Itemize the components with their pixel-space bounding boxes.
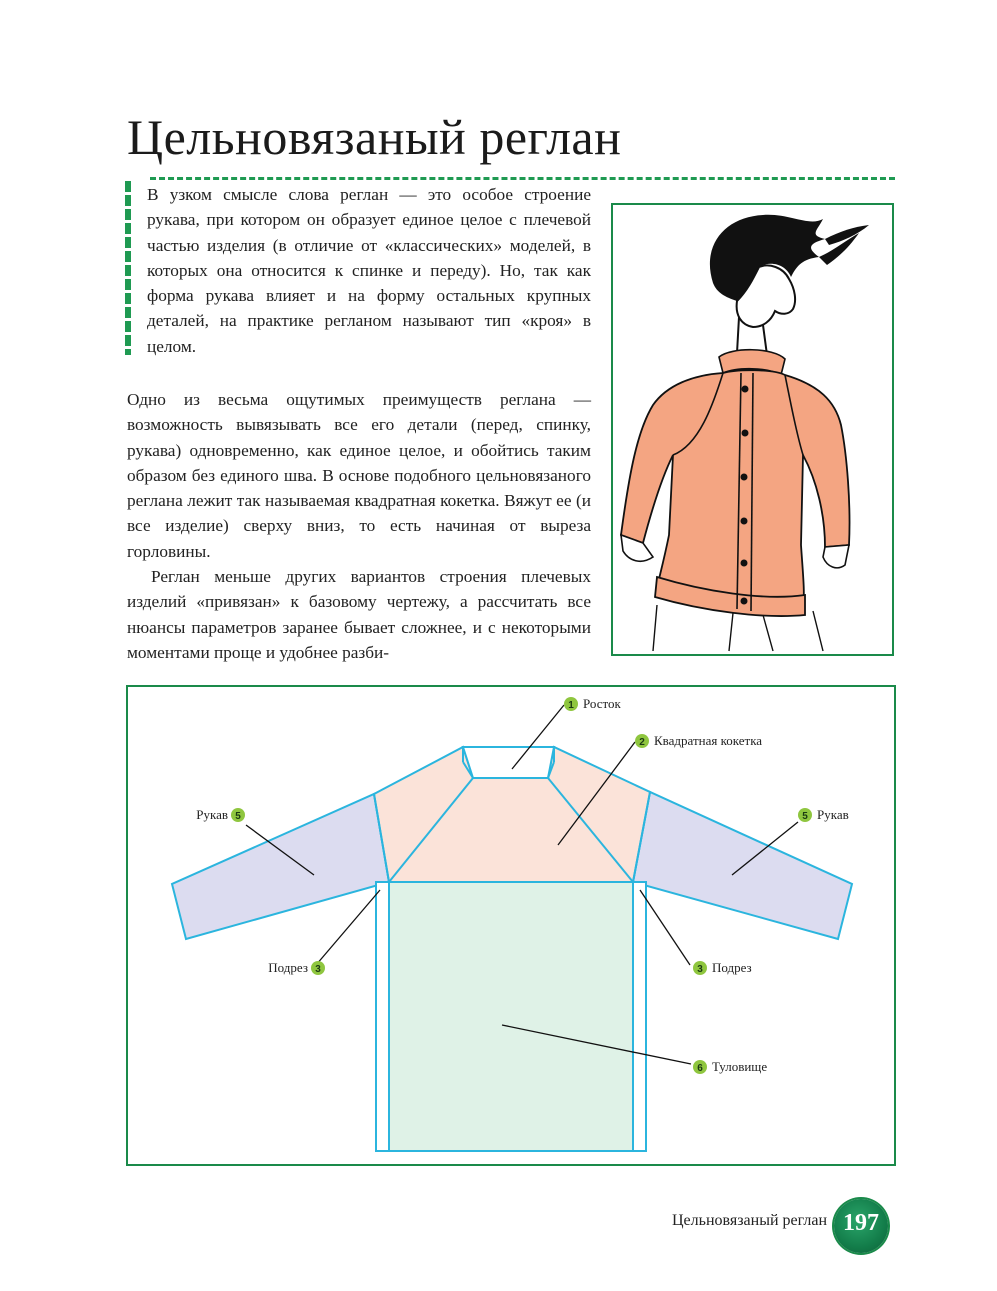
body-paragraph-2: Реглан меньше других вариантов строения плечевых изделий «привязан» к базовому чертежу, а рассчитать все нюансы параметров заранее бывает сложнее, и с некоторыми моментами проще и удобнее разби- bbox=[127, 567, 591, 662]
svg-text:Рукав: Рукав bbox=[817, 807, 849, 822]
underarm-gusset-right bbox=[633, 882, 646, 1151]
svg-text:Туловище: Туловище bbox=[712, 1059, 768, 1074]
intro-paragraph: В узком смысле слова реглан — это особое строение рукава, при котором он образует единое целое с плечевой частью изделия (в отличие от «классических» моделей, в которых она относится к спинке и переду). Но, так как форма рукава влияет и на форму остальных крупных деталей, на практике регланом называют тип «кроя» в целом. bbox=[147, 185, 591, 356]
page-number: 197 bbox=[843, 1210, 879, 1236]
svg-text:5: 5 bbox=[235, 811, 241, 822]
torso bbox=[389, 882, 633, 1151]
svg-text:2: 2 bbox=[639, 737, 645, 748]
label-undercut-left bbox=[268, 960, 325, 975]
intro-accent-bar bbox=[125, 181, 131, 355]
woman-in-cardigan-drawing bbox=[613, 205, 891, 653]
label-undercut-right bbox=[693, 960, 752, 975]
raglan-pattern-drawing bbox=[128, 687, 894, 1164]
cardigan-illustration bbox=[611, 203, 894, 656]
svg-text:Рукав: Рукав bbox=[196, 807, 228, 822]
svg-text:1: 1 bbox=[568, 700, 574, 711]
neck-band bbox=[463, 747, 554, 778]
page-title: Цельновязаный реглан bbox=[127, 109, 622, 165]
label-sprout bbox=[564, 696, 622, 711]
svg-text:Квадратная кокетка: Квадратная кокетка bbox=[654, 733, 763, 748]
label-sleeve-right bbox=[798, 807, 849, 822]
body-paragraph-1: Одно из весьма ощутимых преимуществ реглана — возможность вывязывать все его детали (перед, спинку, рукава) одновременно, как единое целое, и обойтись таким образом без единого шва. В основе подобного цельновязаного реглана лежит так называемая квадратная кокетка. Вяжут ее (и все изделие) сверху вниз, то есть начиная от выреза горловины. bbox=[127, 390, 591, 561]
raglan-diagram bbox=[126, 685, 896, 1166]
svg-text:3: 3 bbox=[697, 964, 703, 975]
svg-text:Подрез: Подрез bbox=[268, 960, 308, 975]
body-text bbox=[127, 387, 591, 665]
title-divider bbox=[150, 177, 895, 180]
svg-text:5: 5 bbox=[802, 811, 808, 822]
label-torso bbox=[693, 1059, 767, 1074]
label-square-yoke bbox=[635, 733, 762, 748]
underarm-gusset-left bbox=[376, 882, 389, 1151]
svg-text:6: 6 bbox=[697, 1063, 703, 1074]
running-footer: Цельновязаный реглан bbox=[672, 1212, 827, 1229]
label-sleeve-left bbox=[196, 807, 245, 822]
svg-text:Росток: Росток bbox=[583, 696, 621, 711]
page-number-badge bbox=[834, 1199, 888, 1253]
svg-text:3: 3 bbox=[315, 964, 321, 975]
svg-text:Подрез: Подрез bbox=[712, 960, 752, 975]
